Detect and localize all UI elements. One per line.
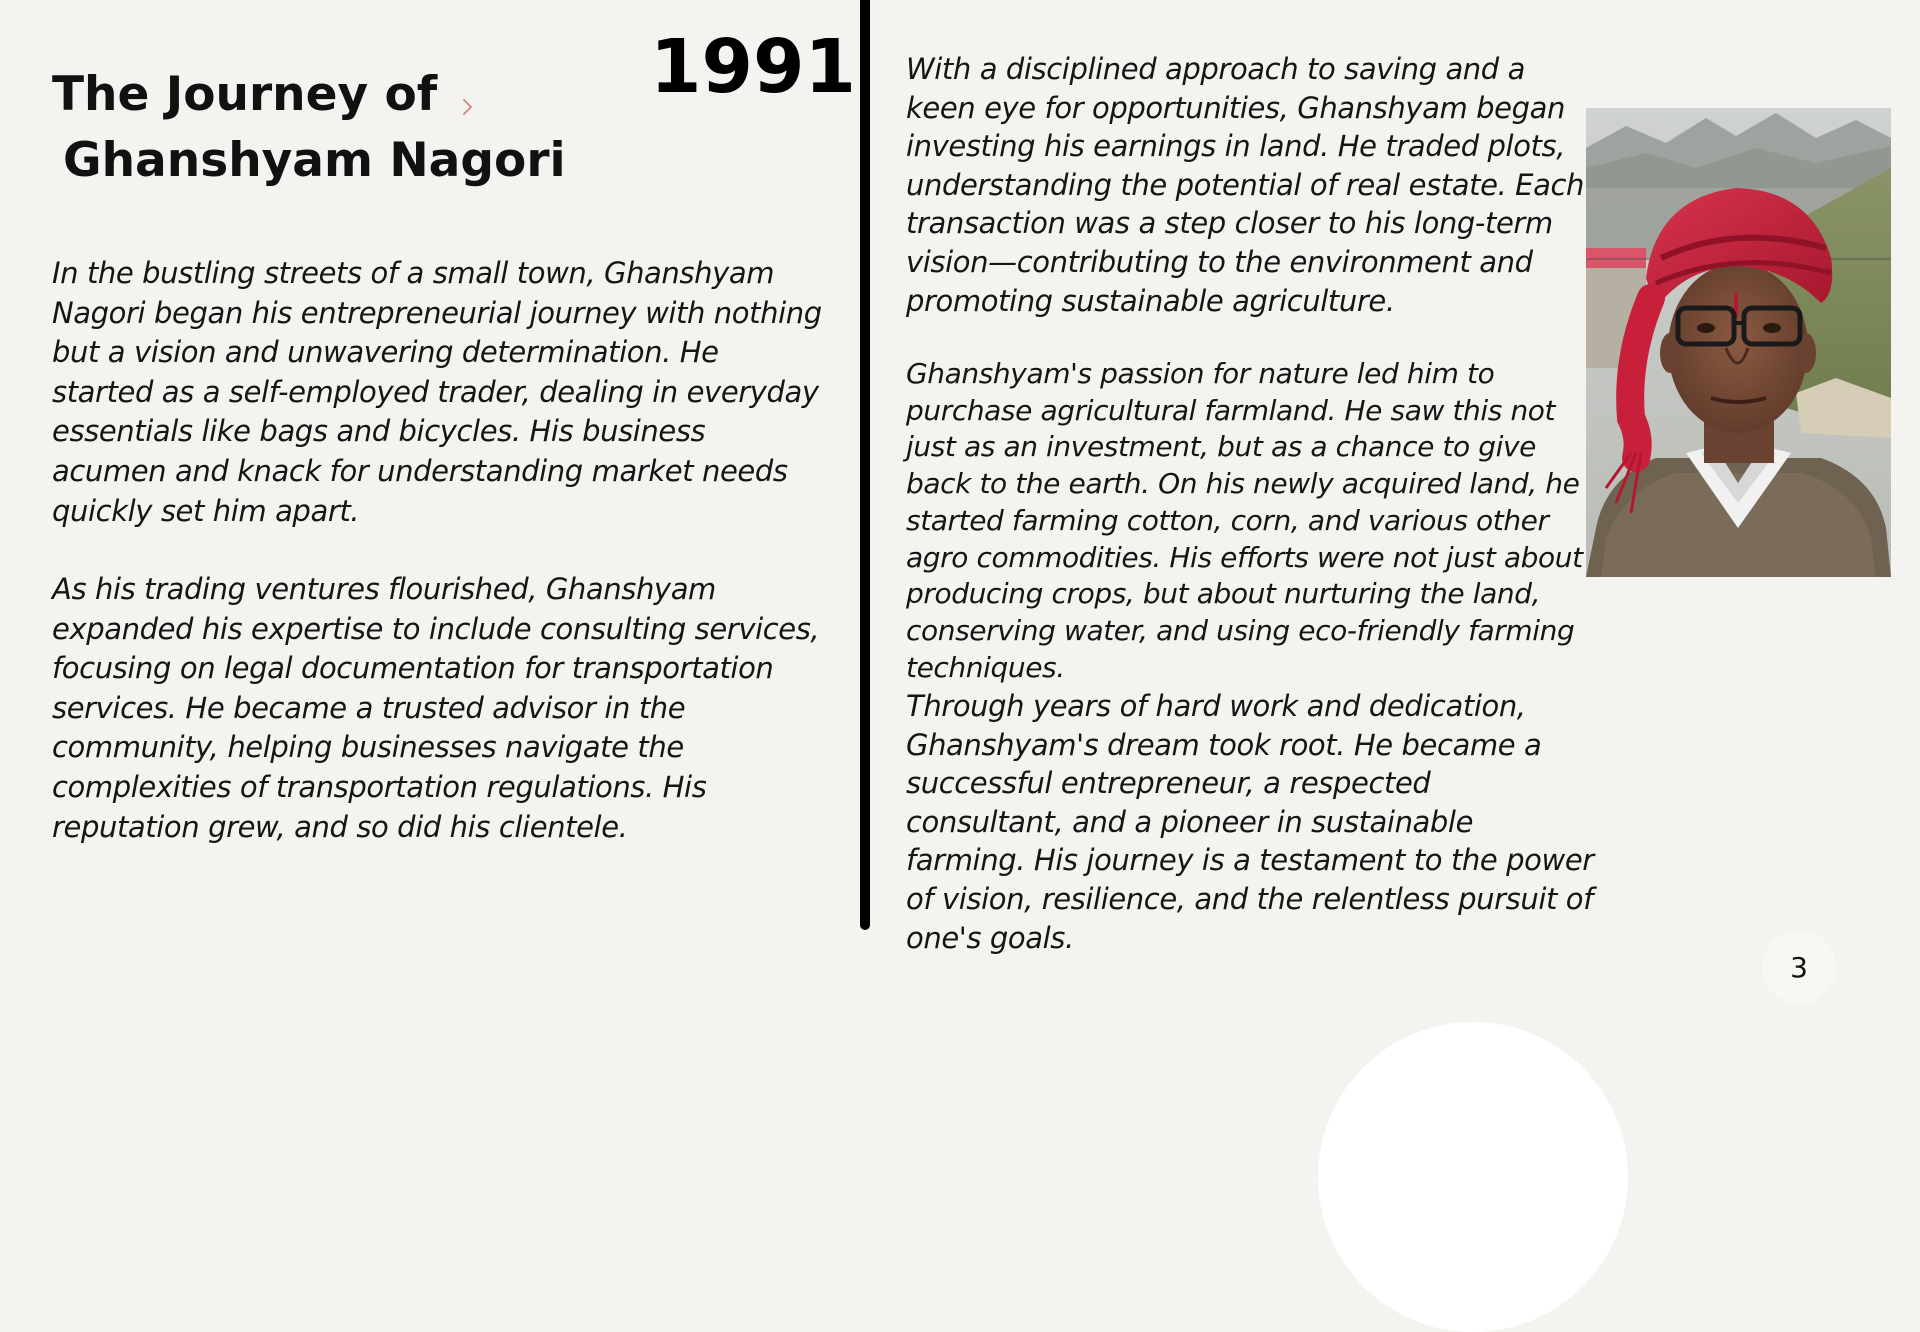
year-label: 1991 bbox=[650, 24, 856, 110]
column-divider bbox=[860, 0, 870, 930]
left-paragraph-2: As his trading ventures flourished, Ghanshyam expanded his expertise to include consulting services, focusing on legal documentation for transportation services. He became a trusted advisor in the community, helping businesses navigate the complexities of transportation regulations. His reputation grew, and so did his clientele. bbox=[52, 572, 820, 844]
right-paragraph-1: With a disciplined approach to saving and a keen eye for opportunities, Ghanshyam began investing his earnings in land. He traded plots, understanding the potential of real estate. Each transaction was a step closer to his long-term vision—contributing to the environment and promoting sustainable agriculture. bbox=[906, 52, 1585, 318]
title-line-1: The Journey of bbox=[52, 67, 438, 122]
right-paragraph-3: Through years of hard work and dedication, Ghanshyam's dream took root. He became a successful entrepreneur, a respected consultant, and a pioneer in sustainable farming. His journey is a testament to the power of vision, resilience, and the relentless pursuit of one's goals. bbox=[906, 689, 1594, 955]
title-line-2: Ghanshyam Nagori bbox=[63, 133, 566, 188]
left-paragraph-1: In the bustling streets of a small town, Ghanshyam Nagori began his entrepreneurial journey with nothing but a vision and unwavering determination. He started as a self-employed trader, dealing in everyday essentials like bags and bicycles. His business acumen and knack for understanding market needs quickly set him apart. bbox=[52, 256, 822, 528]
right-paragraph-2: Ghanshyam's passion for nature led him to purchase agricultural farmland. He saw this not just as an investment, but as a chance to give back to the earth. On his newly acquired land, he started farming cotton, corn, and various other agro commodities. His efforts were not just about producing crops, but about nurturing the land, conserving water, and using eco-friendly farming techniques. bbox=[906, 357, 1583, 684]
portrait-photo bbox=[1586, 108, 1891, 577]
page-title bbox=[52, 62, 612, 194]
chevron-right-icon bbox=[462, 96, 474, 118]
page-number: 3 bbox=[1762, 930, 1836, 1004]
decorative-circle bbox=[1318, 1022, 1628, 1332]
